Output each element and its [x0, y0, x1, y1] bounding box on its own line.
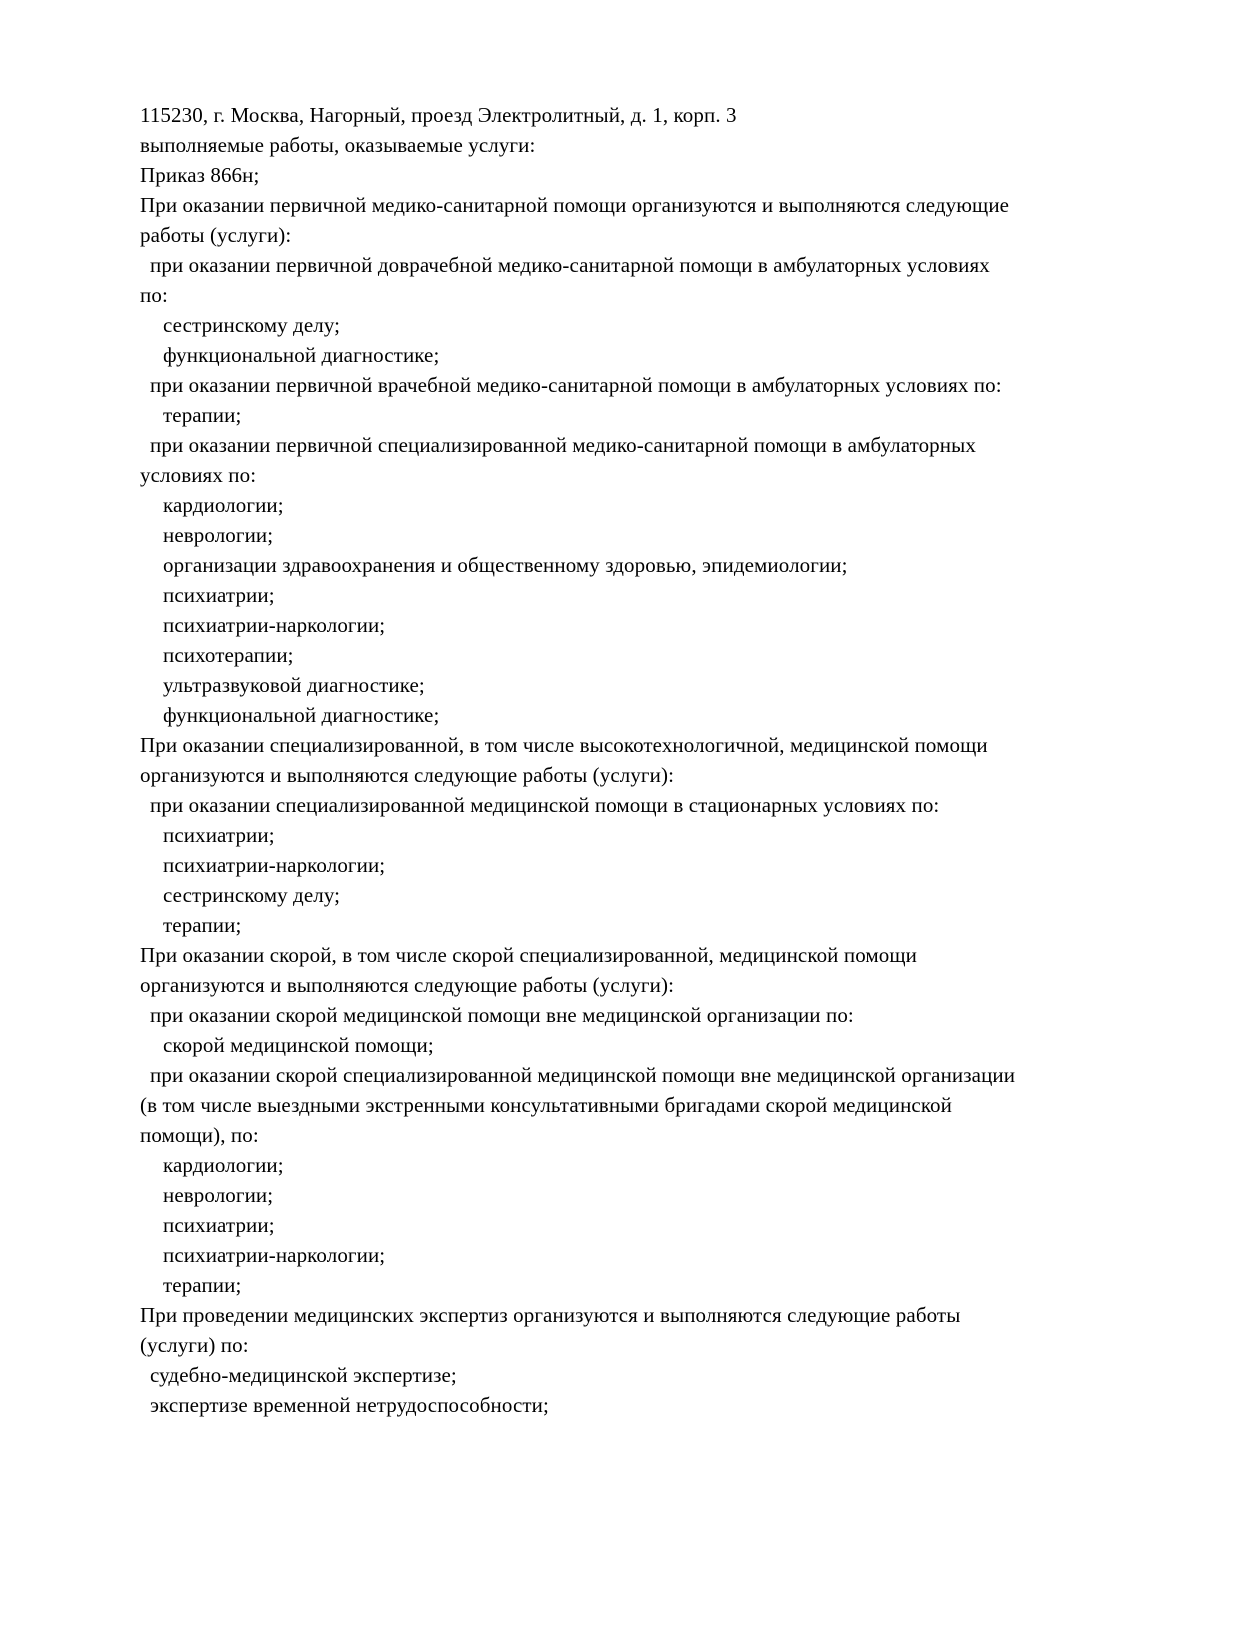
document-line: ультразвуковой диагностике;	[163, 673, 425, 697]
document-line: организуются и выполняются следующие работы (услуги):	[140, 973, 675, 997]
document-line: при оказании первичной доврачебной медико-санитарной помощи в амбулаторных условиях	[150, 253, 990, 277]
document-line: функциональной диагностике;	[163, 703, 440, 727]
document-line: При проведении медицинских экспертиз организуются и выполняются следующие работы	[140, 1303, 961, 1327]
document-line: При оказании скорой, в том числе скорой специализированной, медицинской помощи	[140, 943, 917, 967]
document-line: психиатрии;	[163, 583, 275, 607]
document-line: кардиологии;	[163, 1153, 284, 1177]
document-line: при оказании первичной специализированной медико-санитарной помощи в амбулаторных	[150, 433, 976, 457]
document-line: терапии;	[163, 403, 242, 427]
document-line: психиатрии;	[163, 823, 275, 847]
document-line: при оказании скорой медицинской помощи вне медицинской организации по:	[150, 1003, 854, 1027]
document-line: организуются и выполняются следующие работы (услуги):	[140, 763, 675, 787]
document-line: (услуги) по:	[140, 1333, 249, 1357]
document-line: Приказ 866н;	[140, 163, 260, 187]
document-line: сестринскому делу;	[163, 313, 341, 337]
document-line: терапии;	[163, 913, 242, 937]
document-line: выполняемые работы, оказываемые услуги:	[140, 133, 536, 157]
document-line: экспертизе временной нетрудоспособности;	[150, 1393, 549, 1417]
document-line: При оказании первичной медико-санитарной помощи организуются и выполняются следующие	[140, 193, 1010, 217]
document-line: при оказании скорой специализированной медицинской помощи вне медицинской организации	[150, 1063, 1016, 1087]
document-line: сестринскому делу;	[163, 883, 341, 907]
document-line: при оказании специализированной медицинской помощи в стационарных условиях по:	[150, 793, 940, 817]
license-works-text	[140, 100, 1140, 1420]
document-line: терапии;	[163, 1273, 242, 1297]
document-line: условиях по:	[140, 463, 257, 487]
document-line: работы (услуги):	[140, 223, 292, 247]
document-line: судебно-медицинской экспертизе;	[150, 1363, 457, 1387]
document-line: (в том числе выездными экстренными консультативными бригадами скорой медицинской	[140, 1093, 952, 1117]
document-line: неврологии;	[163, 523, 274, 547]
document-line: неврологии;	[163, 1183, 274, 1207]
document-line: кардиологии;	[163, 493, 284, 517]
document-line: психиатрии-наркологии;	[163, 613, 386, 637]
document-line: психотерапии;	[163, 643, 294, 667]
document-line: скорой медицинской помощи;	[163, 1033, 434, 1057]
document-line: функциональной диагностике;	[163, 343, 440, 367]
document-line: организации здравоохранения и общественному здоровью, эпидемиологии;	[163, 553, 848, 577]
document-line: психиатрии-наркологии;	[163, 853, 386, 877]
document-line: психиатрии;	[163, 1213, 275, 1237]
document-line: помощи), по:	[140, 1123, 259, 1147]
document-line: 115230, г. Москва, Нагорный, проезд Электролитный, д. 1, корп. 3	[140, 103, 737, 127]
document-line: При оказании специализированной, в том числе высокотехнологичной, медицинской помощи	[140, 733, 988, 757]
document-line: психиатрии-наркологии;	[163, 1243, 386, 1267]
document-line: по:	[140, 283, 168, 307]
document-line: при оказании первичной врачебной медико-санитарной помощи в амбулаторных условиях по:	[150, 373, 1002, 397]
